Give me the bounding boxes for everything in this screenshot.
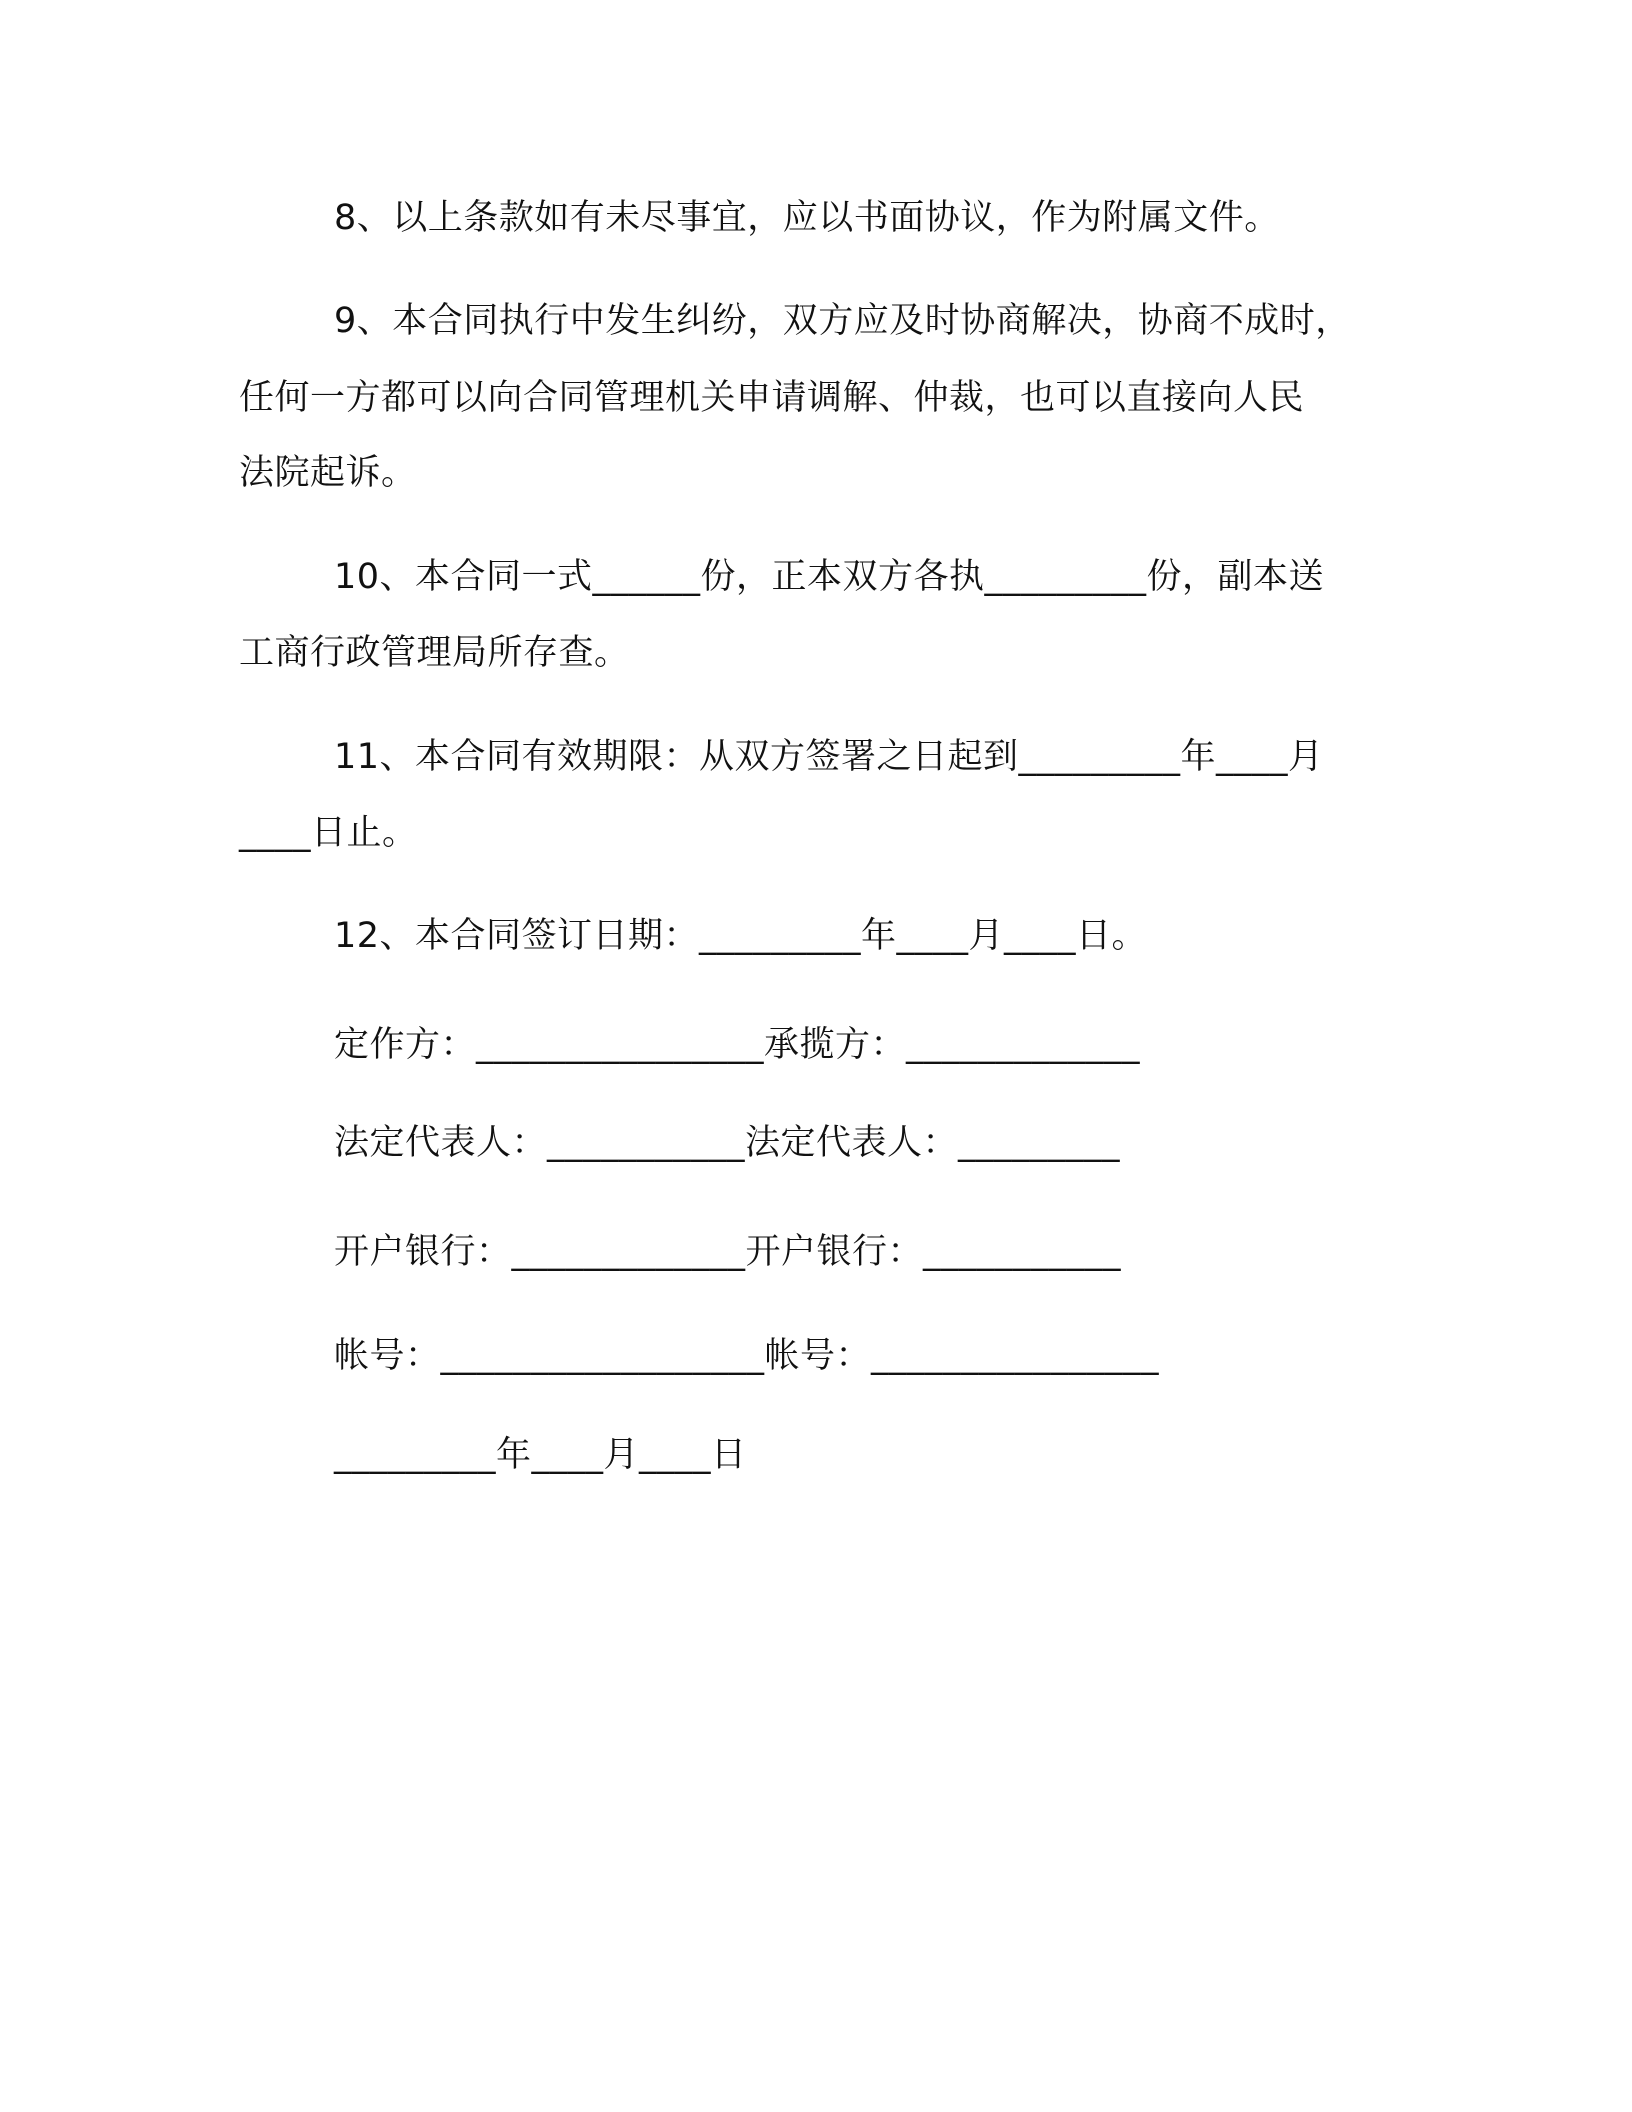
clause-9-line-1: 9、本合同执行中发生纠纷，双方应及时协商解决，协商不成时， — [334, 301, 1351, 341]
clause-10-line-1: 10、本合同一式______份，正本双方各执_________份，副本送 — [334, 557, 1325, 597]
signature-party-row: 定作方：________________承揽方：_____________ — [334, 1025, 1141, 1065]
signature-representative-row: 法定代表人：___________法定代表人：_________ — [334, 1123, 1121, 1163]
clause-11-line-1: 11、本合同有效期限：从双方签署之日起到_________年____月 — [334, 737, 1324, 777]
clause-10-line-2: 工商行政管理局所存查。 — [239, 633, 630, 673]
signature-bank-row: 开户银行：_____________开户银行：___________ — [334, 1232, 1122, 1272]
clause-12-line-1: 12、本合同签订日期：_________年____月____日。 — [334, 916, 1148, 956]
clause-8-line-1: 8、以上条款如有未尽事宜，应以书面协议，作为附属文件。 — [334, 198, 1280, 238]
signature-date-row: _________年____月____日 — [334, 1435, 747, 1475]
clause-11-line-2: ____日止。 — [239, 813, 418, 853]
signature-account-row: 帐号：__________________帐号：________________ — [334, 1336, 1160, 1376]
clause-9-line-3: 法院起诉。 — [239, 453, 417, 493]
clause-9-line-2: 任何一方都可以向合同管理机关申请调解、仲裁，也可以直接向人民 — [239, 378, 1305, 418]
